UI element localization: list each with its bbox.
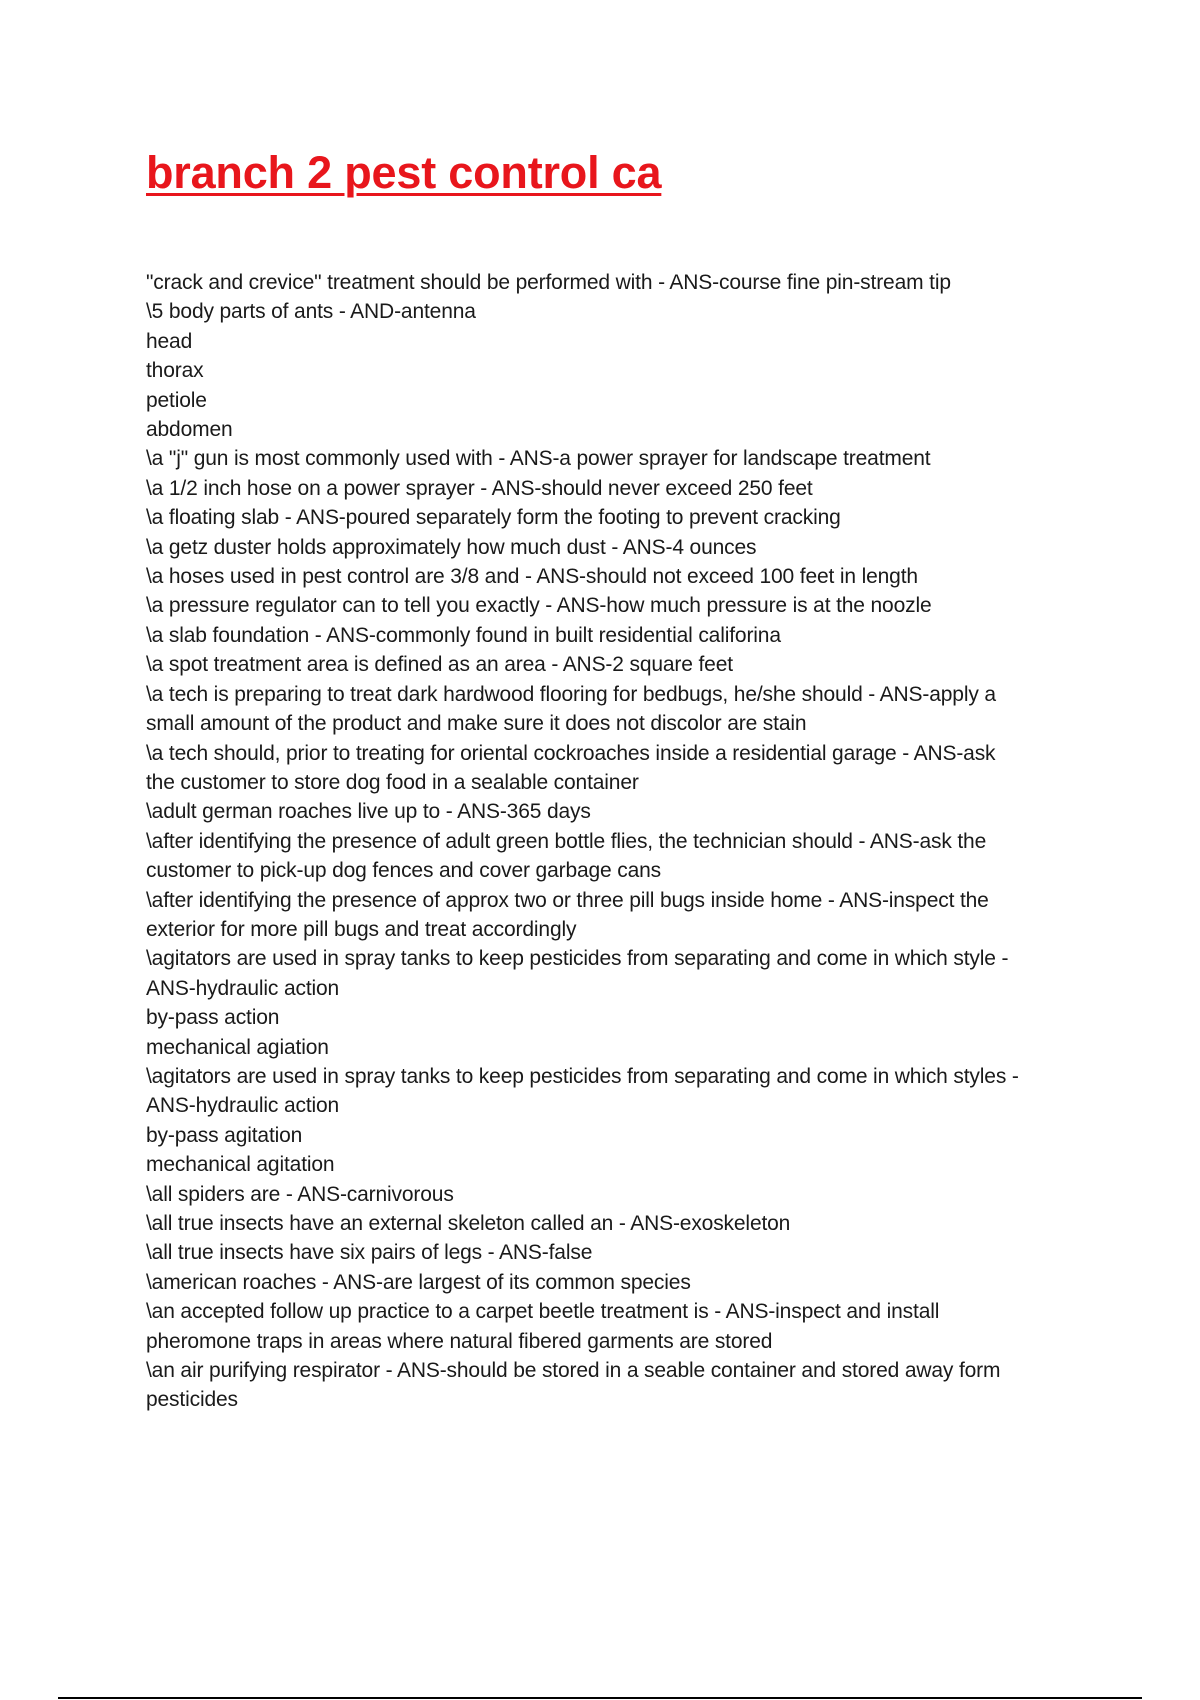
text-line: \a slab foundation - ANS-commonly found in built residential califorina <box>146 623 781 647</box>
text-line: \adult german roaches live up to - ANS-365 days <box>146 800 591 824</box>
text-line: mechanical agiation <box>146 1035 329 1059</box>
text-line: \a hoses used in pest control are 3/8 and - ANS-should not exceed 100 feet in length <box>146 565 918 589</box>
text-line: \a getz duster holds approximately how much dust - ANS-4 ounces <box>146 535 757 559</box>
footer-divider <box>58 1697 1142 1699</box>
text-line: thorax <box>146 359 204 383</box>
text-line: the customer to store dog food in a sealable container <box>146 770 639 794</box>
text-line: \agitators are used in spray tanks to keep pesticides from separating and come in which style - <box>146 947 1009 971</box>
document-title: branch 2 pest control ca <box>146 147 662 198</box>
text-line: \a tech should, prior to treating for oriental cockroaches inside a residential garage - ANS-ask <box>146 741 996 765</box>
text-line: ANS-hydraulic action <box>146 1094 340 1118</box>
text-line: \after identifying the presence of adult green bottle flies, the technician should - ANS-ask the <box>146 829 987 853</box>
text-line: \all true insects have an external skeleton called an - ANS-exoskeleton <box>146 1212 791 1235</box>
text-line: \5 body parts of ants - AND-antenna <box>146 300 476 324</box>
text-line: \a 1/2 inch hose on a power sprayer - ANS-should never exceed 250 feet <box>146 476 813 500</box>
text-line: exterior for more pill bugs and treat accordingly <box>146 917 577 941</box>
text-line: mechanical agitation <box>146 1153 335 1177</box>
text-line: customer to pick-up dog fences and cover garbage cans <box>146 859 662 883</box>
text-line: pheromone traps in areas where natural fibered garments are stored <box>146 1329 773 1353</box>
text-line: head <box>146 329 193 353</box>
text-line: ANS-hydraulic action <box>146 976 340 1000</box>
text-line: \an air purifying respirator - ANS-should be stored in a seable container and stored away form <box>146 1359 1001 1383</box>
text-line: \a floating slab - ANS-poured separately form the footing to prevent cracking <box>146 506 841 530</box>
text-line: "crack and crevice" treatment should be performed with - ANS-course fine pin-stream tip <box>146 271 951 294</box>
text-line: \an accepted follow up practice to a carpet beetle treatment is - ANS-inspect and install <box>146 1300 940 1324</box>
text-line: \a "j" gun is most commonly used with - ANS-a power sprayer for landscape treatment <box>146 447 931 471</box>
text-line: \all true insects have six pairs of legs - ANS-false <box>146 1241 593 1265</box>
text-line: pesticides <box>146 1388 238 1412</box>
text-line: \a spot treatment area is defined as an area - ANS-2 square feet <box>146 653 733 677</box>
text-line: \agitators are used in spray tanks to keep pesticides from separating and come in which styles - <box>146 1064 1019 1088</box>
text-line: \after identifying the presence of approx two or three pill bugs inside home - ANS-inspect the <box>146 888 989 912</box>
text-line: abdomen <box>146 418 233 442</box>
text-line: \a tech is preparing to treat dark hardwood flooring for bedbugs, he/she should - ANS-apply a <box>146 682 996 706</box>
text-line: by-pass agitation <box>146 1123 303 1147</box>
text-line: \a pressure regulator can to tell you exactly - ANS-how much pressure is at the noozle <box>146 594 932 618</box>
document-body <box>146 268 1096 1415</box>
text-line: \american roaches - ANS-are largest of its common species <box>146 1270 691 1294</box>
text-line: by-pass action <box>146 1006 280 1030</box>
text-line: \all spiders are - ANS-carnivorous <box>146 1182 454 1206</box>
text-line: petiole <box>146 388 207 412</box>
text-line: small amount of the product and make sure it does not discolor are stain <box>146 712 807 736</box>
